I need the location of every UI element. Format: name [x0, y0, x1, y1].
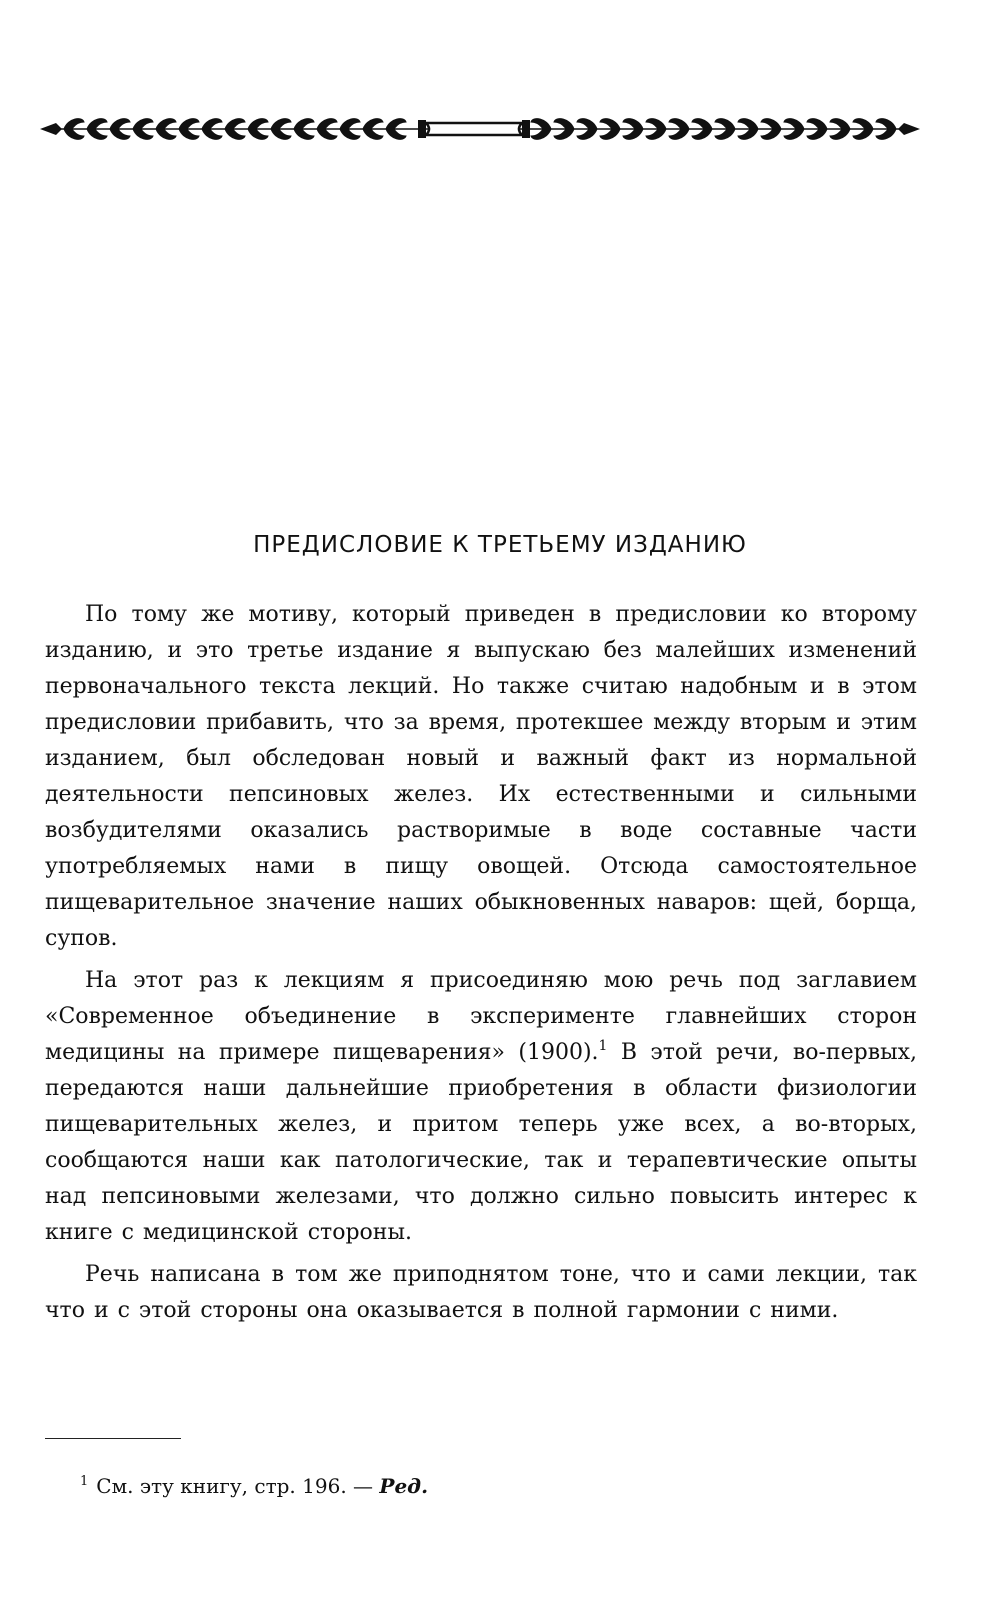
footnote	[80, 1472, 428, 1500]
footnote-mark: 1	[80, 1474, 89, 1489]
footnote-divider	[45, 1438, 181, 1439]
footnote-editor: Ред.	[379, 1474, 429, 1498]
page-title: ПРЕДИСЛОВИЕ К ТРЕТЬЕМУ ИЗДАНИЮ	[253, 532, 747, 558]
paragraph-1: По тому же мотиву, который приведен в предисловии ко второму изданию, и это третье издание я выпускаю без малейших изменений первоначального текста лекций. Но также считаю надобным и в этом предисловии прибавить, что за время, протекшее между вторым и этим изданием, был обследован новый и важный факт из нормальной деятельности пепсиновых желез. Их естественными и сильными возбудителями оказались растворимые в воде составные части употребляемых нами в пищу овощей. Отсюда самостоятельное пищеварительное значение наших обыкновенных наваров: щей, борща, супов.	[45, 602, 917, 951]
paragraph-2-text-after: В этой речи, во-первых, передаются наши дальнейшие приобретения в области физиологии пищеварительных желез, и притом теперь уже всех, а во-вторых, сообщаются наши как патологические, так и терапевтические опыты над пепсиновыми железами, что должно сильно повысить интерес к книге с медицинской стороны.	[45, 1040, 917, 1245]
paragraph-2-text-before: На этот раз к лекциям я присоединяю мою речь под заглавием «Современное объединение в эксперименте главнейших сторон медицины на примере пищеварения» (1900).	[45, 968, 917, 1065]
footnote-reference: 1	[598, 1038, 608, 1054]
preface-body	[45, 597, 917, 1335]
laurel-garland-icon	[40, 108, 920, 150]
paragraph-2	[45, 963, 917, 1251]
footnote-text: См. эту книгу, стр. 196. —	[96, 1474, 380, 1498]
paragraph-3: Речь написана в том же приподнятом тоне, что и сами лекции, так что и с этой стороны она оказывается в полной гармонии с ними.	[45, 1262, 917, 1323]
